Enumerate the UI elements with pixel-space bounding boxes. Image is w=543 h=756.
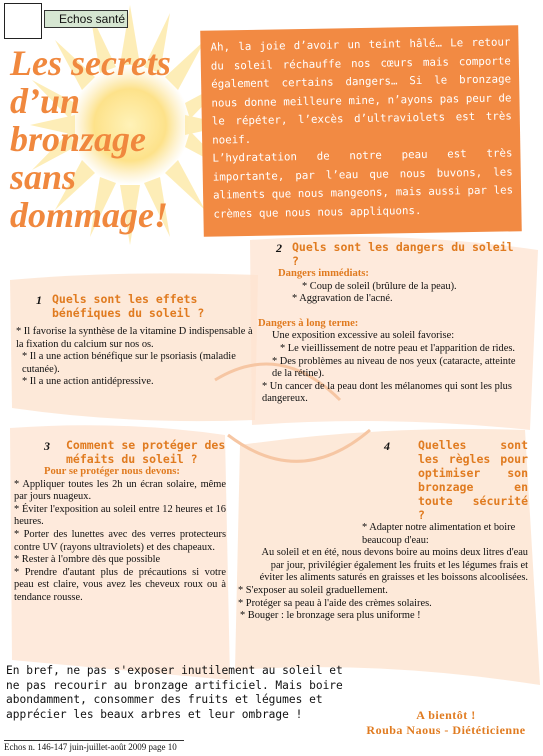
list-item: * Appliquer toutes les 2h un écran solaire, même par jours nuageux.	[14, 478, 226, 503]
subheading: Dangers immédiats:	[278, 268, 369, 279]
subheading: Pour se protéger nous devons:	[44, 466, 180, 477]
section-tag: Echos santé	[44, 10, 128, 28]
list-item: * Bouger : le bronzage sera plus uniforme !	[240, 610, 421, 622]
list-item: * Un cancer de la peau dont les mélanomes qui sont les plus dangereux.	[262, 380, 512, 405]
section-protection	[14, 438, 226, 605]
signature-greeting: A bientôt !	[416, 708, 476, 722]
list-item: * Coup de soleil (brûlure de la peau).	[302, 280, 457, 292]
section-number: 2	[276, 241, 282, 255]
list-item: * Éviter l'exposition au soleil entre 12 heures et 16 heures.	[14, 503, 226, 528]
list-item: * Il a une action bénéfique sur le psoriasis (maladie cutanée).	[22, 351, 236, 375]
article-title: Les secrets d’un bronzage sans dommage!	[10, 43, 171, 235]
intro-paragraph-2: L’hydratation de notre peau est très importante, par l’eau que nous buvons, les aliments que nous mangeons, mais aussi par les crèmes que nous nous appliquons.	[212, 146, 514, 221]
section-number: 3	[44, 439, 50, 453]
page-footer: Echos n. 146-147 juin-juillet-août 2009 page 10	[4, 742, 177, 752]
section-dangers	[258, 240, 520, 406]
list-item: * Adapter notre alimentation et boire beaucoup d'eau:	[362, 522, 516, 546]
section-title: Comment se protéger des méfaits du soleil ?	[66, 438, 226, 466]
list-item: * Aggravation de l'acné.	[292, 293, 393, 305]
intro-paragraph-1: Ah, la joie d’avoir un teint hâlé… Le retour du soleil réchauffe nos cœurs mais comporte également certains dangers… Si le bronzage nous donne meilleure mine, n’ayons pas peur de le répéter, l’excès d’ultraviolets est très noeif.	[210, 35, 512, 147]
signature	[352, 708, 540, 738]
list-item: * Prendre d'autant plus de précautions si votre peau est claire, vous avez les cheveux roux ou à tendance rousse.	[14, 566, 226, 603]
list-item: * Rester à l'ombre dès que possible	[14, 554, 161, 566]
signature-author: Rouba Naous - Diététicienne	[366, 723, 526, 737]
subheading: Dangers à long terme:	[258, 317, 359, 329]
section-number: 1	[36, 293, 42, 307]
list-item: * Il a une action antidépressive.	[22, 376, 154, 388]
section-title: Quelles sont les règles pour optimiser son bronzage en toute sécurité ?	[418, 438, 528, 522]
list-item: * S'exposer au soleil graduellement.	[238, 584, 388, 596]
section-number: 4	[384, 439, 390, 453]
list-item: * Porter des lunettes avec des verres protecteurs contre UV (rayons ultraviolets) et des chapeaux.	[14, 528, 226, 553]
section-optimize	[232, 438, 528, 623]
list-lead: Une exposition excessive au soleil favorise:	[272, 330, 455, 342]
list-item: * Des problèmes au niveau de nos yeux (cataracte, atteinte de la rétine).	[272, 355, 516, 380]
list-item: * Protéger sa peau à l'aide des crèmes solaires.	[238, 597, 432, 609]
list-item: * Le vieillissement de notre peau et l'apparition de rides.	[280, 342, 516, 354]
corner-box	[4, 3, 42, 39]
footer-rule	[4, 740, 184, 741]
list-item: Au soleil et en été, nous devons boire au moins deux litres d'eau par jour, privilégier également les fruits et les légumes frais et éviter les aliments saturés en graisses et les boissons alcoolisées.	[259, 547, 528, 584]
section-title: Quels sont les effets bénéfiques du soleil ?	[52, 292, 205, 320]
section-benefits	[10, 292, 256, 389]
intro-box	[200, 25, 522, 237]
section-title: Quels sont les dangers du soleil ?	[292, 240, 514, 268]
conclusion-text: En bref, ne pas s'exposer inutilement au soleil et ne pas recourir au bronzage artificiel. Mais boire abondamment, consommer des fruits et légumes et apprécier les beaux arbres et leur ombrage !	[6, 664, 343, 721]
list-item: * Il favorise la synthèse de la vitamine D indispensable à la fixation du calcium sur nos os.	[16, 326, 253, 350]
